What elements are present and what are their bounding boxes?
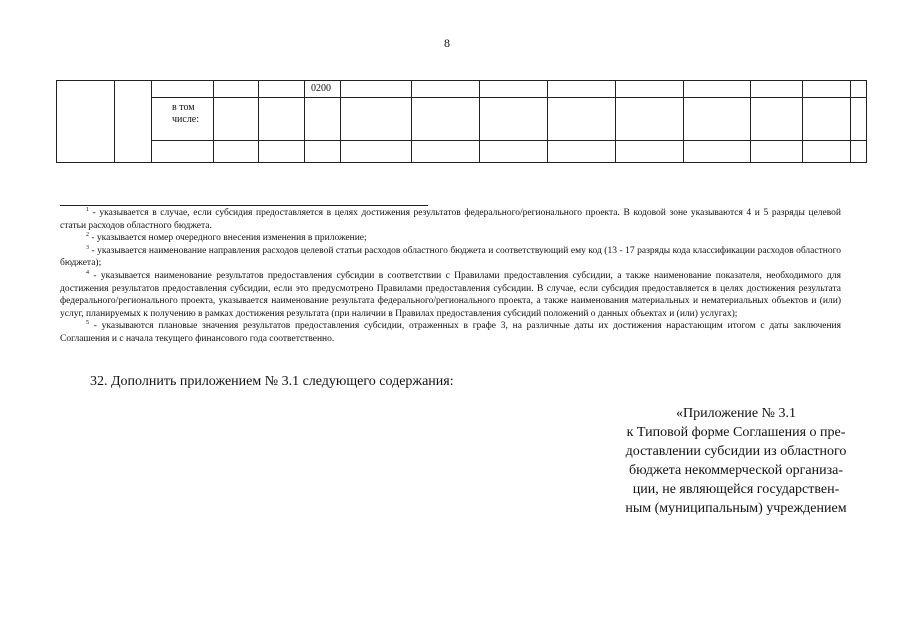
table-cell <box>214 98 259 141</box>
table-cell <box>803 98 851 141</box>
footnote <box>60 245 841 270</box>
table-cell <box>548 141 616 163</box>
table-cell <box>851 141 867 163</box>
table-row <box>57 98 867 141</box>
table-cell <box>305 141 341 163</box>
table-cell <box>751 141 803 163</box>
table-cell <box>616 81 684 98</box>
table-cell <box>115 81 152 163</box>
table-cell <box>480 141 548 163</box>
table-cell <box>803 81 851 98</box>
table-cell <box>851 81 867 98</box>
paragraph-32: 32. Дополнить приложением № 3.1 следующего содержания: <box>90 374 454 389</box>
footnote <box>60 232 841 245</box>
footnote-mark: 4 <box>86 269 89 276</box>
table-cell <box>412 81 480 98</box>
table-cell <box>152 141 214 163</box>
table-cell <box>214 141 259 163</box>
table-cell <box>259 98 305 141</box>
table-cell <box>548 81 616 98</box>
table-cell <box>684 81 751 98</box>
footnotes <box>60 207 841 346</box>
table-cell <box>214 81 259 98</box>
footnote-mark: 5 <box>86 320 89 327</box>
appendix-line: ции, не являющейся государствен- <box>632 482 840 497</box>
page-number: 8 <box>444 36 450 50</box>
table-cell <box>341 98 412 141</box>
table-cell <box>616 141 684 163</box>
table-cell <box>57 81 115 163</box>
table-cell <box>305 98 341 141</box>
data-table <box>56 80 867 163</box>
table-cell <box>851 98 867 141</box>
footnote-text: - указывается номер очередного внесения изменения в приложение; <box>91 233 367 244</box>
appendix-line: бюджета некоммерческой организа- <box>628 463 844 478</box>
table-row <box>57 141 867 163</box>
table-cell <box>751 98 803 141</box>
footnote <box>60 207 841 232</box>
table-cell <box>548 98 616 141</box>
table-cell <box>259 141 305 163</box>
footnote-mark: 1 <box>86 207 89 213</box>
appendix-line: к Типовой форме Соглашения о пре- <box>626 425 846 440</box>
table-cell <box>480 98 548 141</box>
appendix-header <box>612 404 860 518</box>
table-cell <box>480 81 548 98</box>
table-cell <box>341 141 412 163</box>
footnote-text: - указываются плановые значения результатов предоставления субсидии, отраженных в графе 3, на различные даты их достижения нарастающим итогом с даты заключения Соглашения и с начала текущего финансового года соответственно. <box>60 321 842 344</box>
footnote-divider <box>60 205 428 206</box>
appendix-line: ным (муниципальным) учреждением <box>625 501 847 516</box>
table-cell <box>684 141 751 163</box>
table-cell <box>412 98 480 141</box>
table-cell <box>152 81 214 98</box>
table-cell <box>412 141 480 163</box>
code-cell: 0200 <box>305 81 341 98</box>
table-cell <box>751 81 803 98</box>
footnote <box>60 270 841 320</box>
footnote-text: - указывается в случае, если субсидия предоставляется в целях достижения результатов федерального/регионального проекта. В кодовой зоне указываются 4 и 5 разряды целевой статьи расходов областного бюджета. <box>60 208 842 231</box>
table-cell <box>684 98 751 141</box>
label-cell: в том числе: <box>152 98 214 141</box>
table-cell <box>616 98 684 141</box>
footnote <box>60 320 841 345</box>
appendix-line: доставлении субсидии из областного <box>625 444 847 459</box>
table-cell <box>259 81 305 98</box>
footnote-mark: 3 <box>86 244 89 251</box>
table-cell <box>341 81 412 98</box>
table-cell <box>803 141 851 163</box>
footnote-mark: 2 <box>86 232 89 239</box>
appendix-line: «Приложение № 3.1 <box>676 406 796 421</box>
footnote-text: - указывается наименование результатов предоставления субсидии в соответствии с Правилами предоставления субсидии, а также наименование показателя, необходимого для достижения результатов предоставления субсидии, если это предусмотрено Правилами предоставления субсидии. В случае, если субсидия предоставляется в целях достижения результата федерального/регионального проекта, указывается наименование результата федерального/регионального проекта, а также наименования материальных и нематериальных объектов и (или) услуг, планируемых к получению в рамках достижения результата (при наличии в Правилах предоставления субсидий положений о данных объектах и (или) услугах); <box>60 270 841 319</box>
table-row <box>57 81 867 98</box>
footnote-text: - указывается наименование направления расходов целевой статьи расходов областного бюджета и соответствующий ему код (13 - 17 разряды кода классификации расходов областного бюджета); <box>60 245 842 269</box>
